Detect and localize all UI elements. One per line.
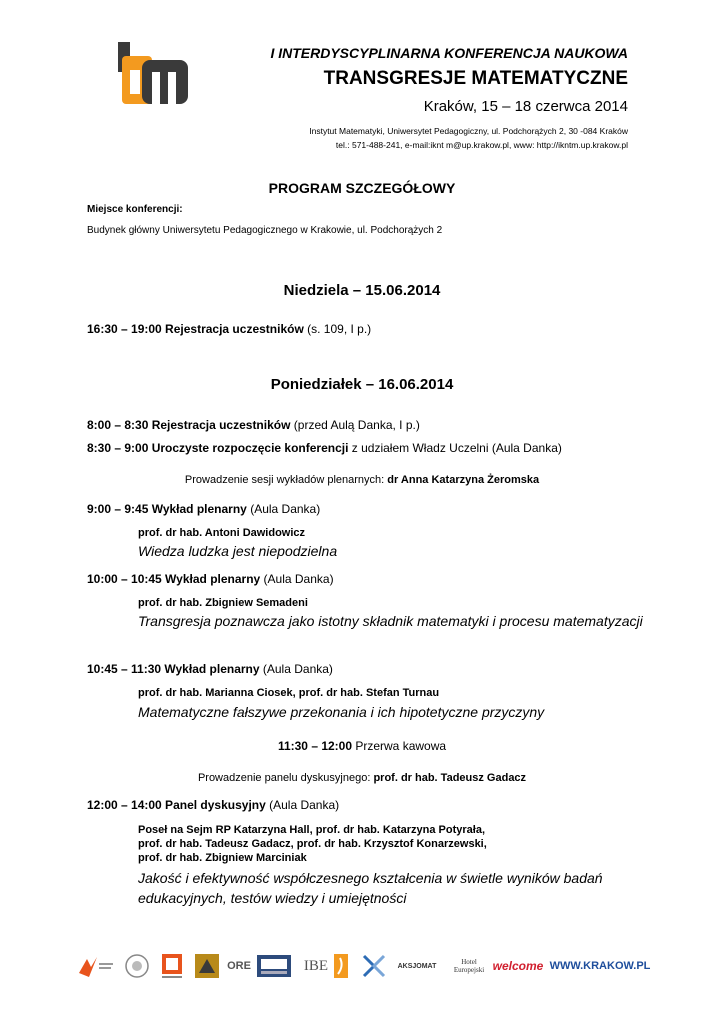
talk-title: Wiedza ludzka jest niepodzielna bbox=[138, 543, 338, 559]
sponsor-logo-1 bbox=[75, 948, 115, 984]
schedule-row: 10:00 – 10:45 Wykład plenarny (Aula Danka) bbox=[87, 572, 334, 586]
sponsor-logo-hotel: Hotel Europejski bbox=[453, 958, 485, 974]
coffee-break: 11:30 – 12:00 Przerwa kawowa bbox=[277, 739, 447, 753]
sponsor-logo-2 bbox=[123, 948, 151, 984]
sponsor-logos bbox=[75, 948, 655, 988]
program-title: PROGRAM SZCZEGÓŁOWY bbox=[268, 180, 456, 196]
schedule-row: 16:30 – 19:00 Rejestracja uczestników (s. 109, I p.) bbox=[87, 322, 372, 336]
sponsor-logo-3 bbox=[159, 948, 185, 984]
conference-subtitle: I INTERDYSCYPLINARNA KONFERENCJA NAUKOWA bbox=[270, 45, 628, 61]
sponsor-logo-welcome: welcome bbox=[492, 959, 544, 973]
talk-title: Transgresja poznawcza jako istotny składnik matematyki i procesu matematyzacji bbox=[138, 613, 643, 629]
conference-address: Instytut Matematyki, Uniwersytet Pedagogiczny, ul. Podchorążych 2, 30 -084 Kraków bbox=[309, 126, 628, 136]
sponsor-logo-ore: ORE bbox=[227, 960, 251, 972]
sponsor-logo-aksjomat: AKSJOMAT bbox=[397, 962, 437, 970]
sponsor-logo-ibe: IBE bbox=[303, 957, 329, 974]
panel-speakers-line: prof. dr hab. Zbigniew Marciniak bbox=[138, 852, 307, 864]
conference-place-date: Kraków, 15 – 18 czerwca 2014 bbox=[423, 98, 628, 115]
speaker-name: prof. dr hab. Marianna Ciosek, prof. dr hab. Stefan Turnau bbox=[138, 687, 440, 699]
schedule-row: 9:00 – 9:45 Wykład plenarny (Aula Danka) bbox=[87, 502, 321, 516]
schedule-row: 8:00 – 8:30 Rejestracja uczestników (przed Aulą Danka, I p.) bbox=[87, 418, 420, 432]
venue-text: Budynek główny Uniwersytetu Pedagogicznego w Krakowie, ul. Podchorążych 2 bbox=[87, 225, 443, 236]
schedule-row: 10:45 – 11:30 Wykład plenarny (Aula Danka) bbox=[87, 662, 333, 676]
venue-label: Miejsce konferencji: bbox=[87, 204, 183, 215]
sponsor-logo-krakow: WWW.KRAKOW.PL bbox=[549, 960, 651, 972]
schedule-row: 12:00 – 14:00 Panel dyskusyjny (Aula Danka) bbox=[87, 798, 340, 812]
conference-title: TRANSGRESJE MATEMATYCZNE bbox=[323, 68, 628, 89]
conference-contact: tel.: 571-488-241, e-mail:iknt m@up.krakow.pl, www: http://ikntm.up.krakow.pl bbox=[335, 140, 628, 150]
panel-title: Jakość i efektywność współczesnego kształcenia w świetle wyników badań edukacyjnych, testów wiedzy i umiejętności bbox=[138, 870, 603, 906]
panel-speakers-line: Poseł na Sejm RP Katarzyna Hall, prof. dr hab. Katarzyna Potyrała, bbox=[138, 824, 486, 836]
talk-title: Matematyczne fałszywe przekonania i ich hipotetyczne przyczyny bbox=[138, 704, 545, 720]
day-heading-monday: Poniedziałek – 16.06.2014 bbox=[270, 376, 454, 393]
speaker-name: prof. dr hab. Antoni Dawidowicz bbox=[138, 527, 306, 539]
sponsor-logo-ibe-mark bbox=[333, 948, 349, 984]
panel-chair-note: Prowadzenie panelu dyskusyjnego: prof. dr hab. Tadeusz Gadacz bbox=[197, 772, 527, 784]
session-chair-note: Prowadzenie sesji wykładów plenarnych: dr Anna Katarzyna Żeromska bbox=[184, 474, 540, 486]
day-heading-sunday: Niedziela – 15.06.2014 bbox=[283, 282, 441, 299]
sponsor-logo-4 bbox=[193, 948, 221, 984]
conference-logo bbox=[112, 40, 192, 106]
schedule-row: 8:30 – 9:00 Uroczyste rozpoczęcie konferencji z udziałem Władz Uczelni (Aula Danka) bbox=[87, 441, 562, 455]
sponsor-logo-bk bbox=[359, 948, 389, 984]
panel-speakers-line: prof. dr hab. Tadeusz Gadacz, prof. dr hab. Krzysztof Konarzewski, bbox=[138, 838, 487, 850]
sponsor-logo-pm bbox=[257, 948, 291, 984]
speaker-name: prof. dr hab. Zbigniew Semadeni bbox=[138, 597, 308, 609]
